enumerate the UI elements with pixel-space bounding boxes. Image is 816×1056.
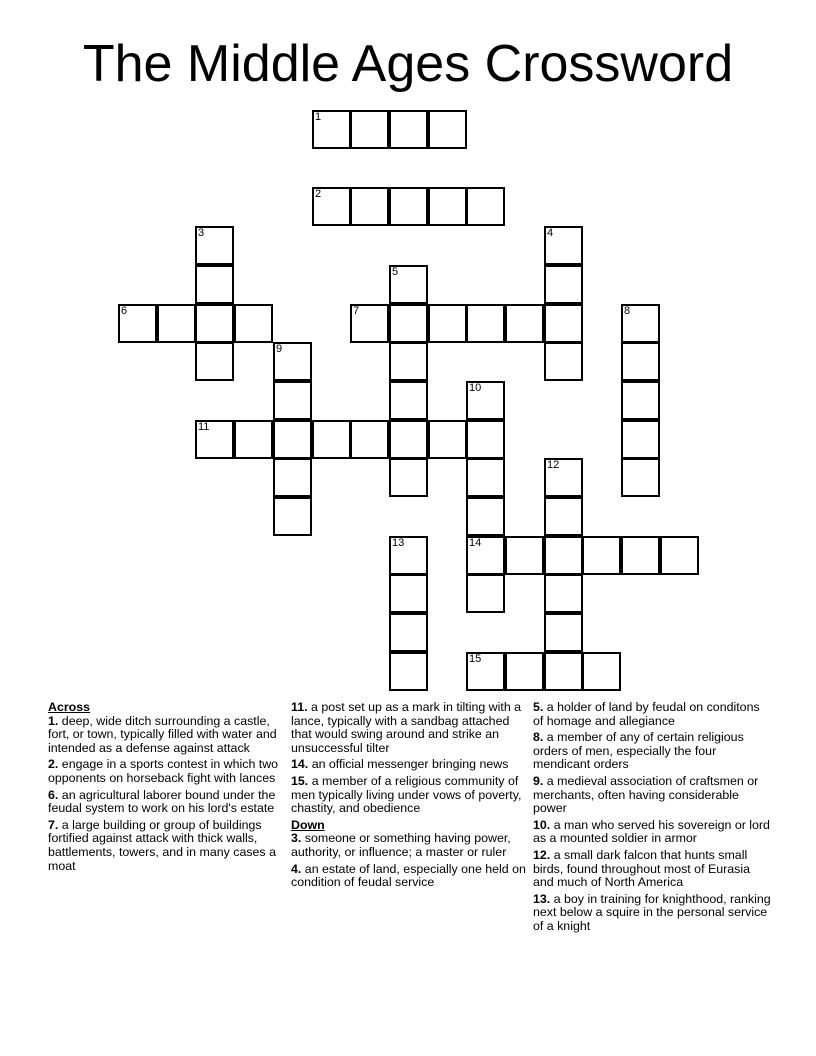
- clue-number: 1.: [48, 713, 59, 728]
- across-clue: [48, 715, 286, 756]
- crossword-cell[interactable]: [621, 342, 660, 381]
- crossword-cell[interactable]: [466, 574, 505, 613]
- crossword-cell[interactable]: [273, 381, 312, 420]
- clue-number: 12.: [533, 847, 551, 862]
- clue-number: 9.: [533, 773, 544, 788]
- crossword-cell[interactable]: [195, 226, 234, 265]
- clue-number-label: 8: [624, 305, 631, 317]
- crossword-cell[interactable]: [621, 536, 660, 575]
- crossword-cell[interactable]: [389, 613, 428, 652]
- crossword-cell[interactable]: [195, 304, 234, 343]
- clue-number-label: 7: [353, 305, 360, 317]
- crossword-cell[interactable]: [582, 652, 621, 691]
- crossword-cell[interactable]: [312, 420, 351, 459]
- clue-text: engage in a sports contest in which two opponents on horseback fight with lances: [48, 757, 279, 785]
- crossword-cell[interactable]: [389, 574, 428, 613]
- crossword-cell[interactable]: [466, 420, 505, 459]
- clue-text: a post set up as a mark in tilting with a lance, typically with a sandbag attached that would swing around and strike an unsuccessful tilter: [291, 700, 522, 755]
- crossword-cell[interactable]: [505, 652, 544, 691]
- crossword-cell[interactable]: [466, 652, 505, 691]
- crossword-cell[interactable]: [544, 265, 583, 304]
- clue-number: 6.: [48, 787, 59, 802]
- clue-number: 5.: [533, 700, 544, 714]
- crossword-cell[interactable]: [544, 226, 583, 265]
- crossword-cell[interactable]: [389, 458, 428, 497]
- crossword-cell[interactable]: [505, 304, 544, 343]
- crossword-cell[interactable]: [389, 536, 428, 575]
- clue-number-label: 1: [315, 111, 322, 123]
- across-clue: [48, 758, 286, 785]
- down-clue: [533, 775, 771, 816]
- across-clue: [291, 775, 529, 816]
- crossword-cell[interactable]: [389, 187, 428, 226]
- crossword-cell[interactable]: [544, 342, 583, 381]
- clue-number-label: 4: [547, 227, 554, 239]
- crossword-cell[interactable]: [195, 342, 234, 381]
- crossword-cell[interactable]: [505, 536, 544, 575]
- crossword-cell[interactable]: [273, 420, 312, 459]
- crossword-cell[interactable]: [660, 536, 699, 575]
- crossword-cell[interactable]: [544, 458, 583, 497]
- crossword-cell[interactable]: [389, 265, 428, 304]
- crossword-cell[interactable]: [544, 574, 583, 613]
- crossword-cell[interactable]: [389, 110, 428, 149]
- crossword-cell[interactable]: [466, 304, 505, 343]
- crossword-cell[interactable]: [389, 652, 428, 691]
- clue-number-label: 11: [198, 421, 210, 433]
- crossword-cell[interactable]: [544, 652, 583, 691]
- clue-text: deep, wide ditch surrounding a castle, fort, or town, typically filled with water and intended as a defense against attack: [48, 713, 277, 755]
- clue-number: 13.: [533, 891, 551, 906]
- clue-text: a member of any of certain religious orders of men, especially the four mendicant orders: [533, 730, 744, 772]
- crossword-cell[interactable]: [312, 110, 351, 149]
- clue-number-label: 2: [315, 188, 322, 200]
- crossword-cell[interactable]: [195, 265, 234, 304]
- clue-text: a medieval association of craftsmen or merchants, often having considerable power: [533, 773, 759, 816]
- down-clue: [533, 731, 771, 772]
- crossword-cell[interactable]: [428, 304, 467, 343]
- clue-number: 7.: [48, 817, 59, 832]
- clue-text: a boy in training for knighthood, ranking next below a squire in the personal service of a knight: [533, 891, 771, 933]
- clue-text: a holder of land by feudal on conditons of homage and allegiance: [533, 700, 760, 728]
- down-clue: [291, 832, 529, 859]
- across-clue: [291, 758, 529, 772]
- across-heading: Across: [48, 700, 91, 714]
- clue-column-3: [533, 701, 771, 937]
- crossword-cell[interactable]: [118, 304, 157, 343]
- crossword-cell[interactable]: [466, 536, 505, 575]
- down-clue: [291, 863, 529, 890]
- crossword-cell[interactable]: [544, 304, 583, 343]
- crossword-cell[interactable]: [273, 342, 312, 381]
- clue-text: a member of a religious community of men typically living under vows of poverty, chastity, and obedience: [291, 773, 522, 816]
- clue-column-2: [291, 701, 529, 893]
- crossword-cell[interactable]: [621, 420, 660, 459]
- clue-number-label: 15: [469, 653, 482, 665]
- crossword-cell[interactable]: [350, 187, 389, 226]
- crossword-cell[interactable]: [273, 497, 312, 536]
- clue-number-label: 10: [469, 382, 482, 394]
- clue-column-1: [48, 701, 286, 876]
- crossword-cell[interactable]: [389, 304, 428, 343]
- crossword-cell[interactable]: [195, 420, 234, 459]
- clue-text: an official messenger bringing news: [311, 757, 509, 772]
- clue-number: 4.: [291, 861, 302, 876]
- crossword-cell[interactable]: [544, 536, 583, 575]
- crossword-cell[interactable]: [157, 304, 196, 343]
- crossword-cell[interactable]: [428, 187, 467, 226]
- down-heading: Down: [291, 817, 325, 832]
- crossword-cell[interactable]: [350, 110, 389, 149]
- crossword-cell[interactable]: [544, 613, 583, 652]
- down-clue: [533, 819, 771, 846]
- crossword-cell[interactable]: [466, 381, 505, 420]
- clue-number-label: 6: [121, 305, 128, 317]
- clue-number-label: 13: [392, 537, 405, 549]
- crossword-cell[interactable]: [621, 381, 660, 420]
- clue-text: someone or something having power, authority, or influence; a master or ruler: [291, 831, 511, 859]
- clue-number-label: 3: [198, 227, 205, 239]
- across-clue: [48, 819, 286, 873]
- crossword-cell[interactable]: [350, 420, 389, 459]
- crossword-cell[interactable]: [273, 458, 312, 497]
- crossword-cell[interactable]: [466, 187, 505, 226]
- crossword-cell[interactable]: [389, 342, 428, 381]
- crossword-cell[interactable]: [428, 420, 467, 459]
- crossword-cell[interactable]: [389, 381, 428, 420]
- clue-text: a man who served his sovereign or lord as a mounted soldier in armor: [533, 817, 770, 846]
- crossword-cell[interactable]: [621, 304, 660, 343]
- clue-number-label: 9: [276, 343, 283, 355]
- page-title: The Middle Ages Crossword: [82, 35, 734, 93]
- clue-number: 3.: [291, 831, 302, 846]
- clue-number: 8.: [533, 730, 544, 745]
- clue-number: 2.: [48, 757, 59, 772]
- crossword-cell[interactable]: [234, 304, 273, 343]
- crossword-cell[interactable]: [350, 304, 389, 343]
- clue-number: 11.: [291, 700, 308, 714]
- crossword-cell[interactable]: [544, 497, 583, 536]
- crossword-cell[interactable]: [428, 110, 467, 149]
- down-clue: [533, 701, 771, 728]
- clue-number: 14.: [291, 757, 309, 772]
- crossword-cell[interactable]: [312, 187, 351, 226]
- clue-number-label: 5: [392, 266, 399, 278]
- crossword-cell[interactable]: [621, 458, 660, 497]
- clue-text: an agricultural laborer bound under the feudal system to work on his lord's estate: [48, 787, 276, 816]
- crossword-cell[interactable]: [234, 420, 273, 459]
- crossword-cell[interactable]: [466, 458, 505, 497]
- clue-number: 10.: [533, 817, 551, 832]
- down-clue: [533, 893, 771, 934]
- crossword-cell[interactable]: [389, 420, 428, 459]
- across-clue: [48, 789, 286, 816]
- crossword-cell[interactable]: [582, 536, 621, 575]
- clue-text: a small dark falcon that hunts small birds, found throughout most of Eurasia and much of North America: [533, 847, 750, 890]
- crossword-cell[interactable]: [466, 497, 505, 536]
- down-clue: [533, 849, 771, 890]
- across-clue: [291, 701, 529, 755]
- clue-number: 15.: [291, 773, 309, 788]
- clue-number-label: 12: [547, 459, 560, 471]
- clue-text: a large building or group of buildings fortified against attack with thick walls, battlements, towers, and in many cases a moat: [48, 817, 276, 873]
- clue-number-label: 14: [469, 537, 482, 549]
- clue-text: an estate of land, especially one held on condition of feudal service: [291, 861, 526, 890]
